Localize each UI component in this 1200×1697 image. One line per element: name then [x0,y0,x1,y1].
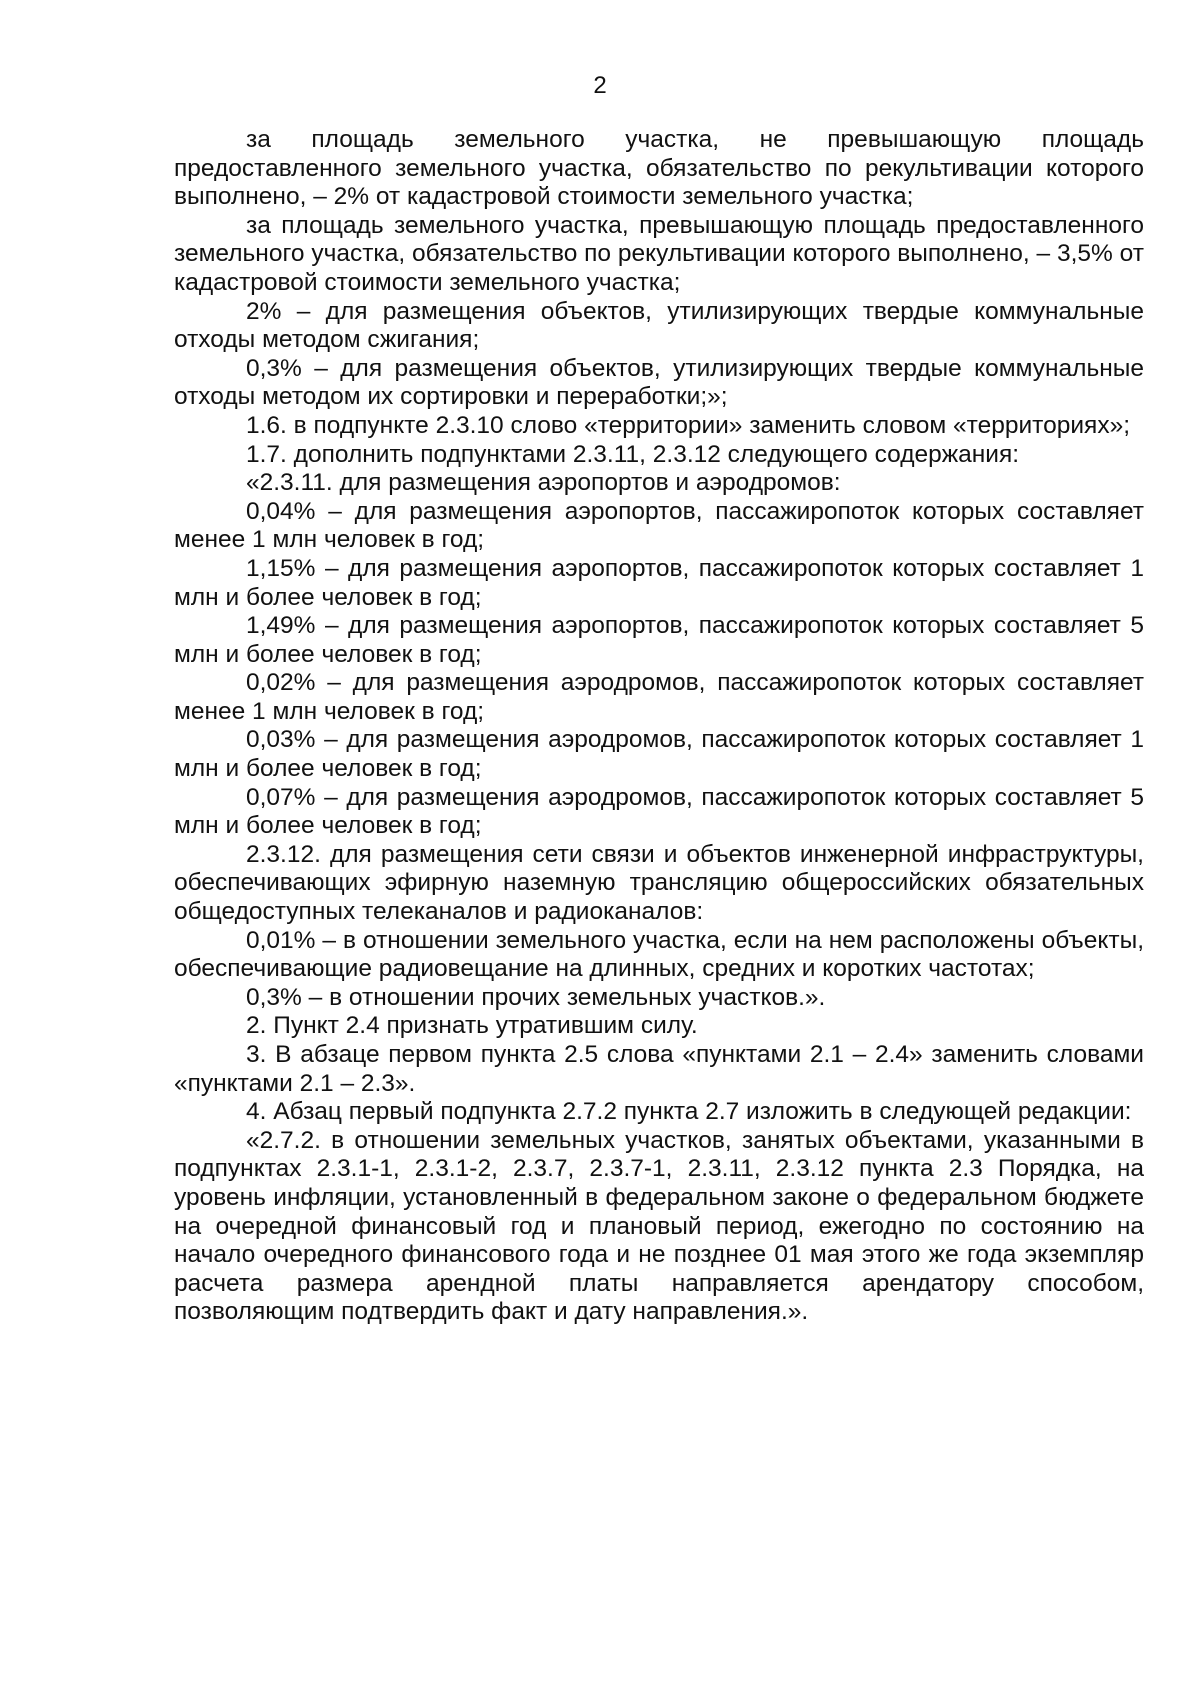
paragraph-item-4: 4. Абзац первый подпункта 2.7.2 пункта 2.7 изложить в следующей редакции: [246,1098,1132,1126]
paragraph-item-1-7: 1.7. дополнить подпунктами 2.3.11, 2.3.12 следующего содержания: [246,440,1020,468]
paragraph-airport-5m-plus: 1,49% – для размещения аэропортов, пассажиропоток которых составляет 5 млн и более человек в год; [174,612,1144,668]
paragraph-other-plots-rate: 0,3% – в отношении прочих земельных участков.». [246,983,826,1011]
paragraph-subitem-2-7-2: «2.7.2. в отношении земельных участков, занятых объектами, указанными в подпунктах 2.3.1-1, 2.3.1-2, 2.3.7, 2.3.7-1, 2.3.11, 2.3.12 пункта 2.3 Порядка, на уровень инфляции, установленный в федеральном законе о федеральном бюджете на очередной финансовый год и плановый период, ежегодно по состоянию на начало очередного финансового года и не позднее 01 мая этого же года экземпляр расчета размера арендной платы направляется арендатору способом, позволяющим подтвердить факт и дату направления.». [174,1126,1144,1326]
paragraph-subitem-2-3-12: 2.3.12. для размещения сети связи и объектов инженерной инфраструктуры, обеспечивающих эфирную наземную трансляцию общероссийских обязательных общедоступных телеканалов и радиоканалов: [174,840,1144,926]
page-number: 2 [593,72,607,99]
paragraph-aerodrome-under-1m: 0,02% – для размещения аэродромов, пассажиропоток которых составляет менее 1 млн человек в год; [174,669,1144,725]
paragraph-reclamation-within-area: за площадь земельного участка, не превышающую площадь предоставленного земельного участка, обязательство по рекультивации которого выполнено, – 2% от кадастровой стоимости земельного участка; [174,126,1144,211]
paragraph-item-2: 2. Пункт 2.4 признать утратившим силу. [246,1012,698,1040]
paragraph-subitem-2-3-11: «2.3.11. для размещения аэропортов и аэродромов: [246,469,841,497]
paragraph-reclamation-exceeding-area: за площадь земельного участка, превышающую площадь предоставленного земельного участка, обязательство по рекультивации которого выполнено, – 3,5% от кадастровой стоимости земельного участка; [174,211,1144,296]
paragraph-airport-under-1m: 0,04% – для размещения аэропортов, пассажиропоток которых составляет менее 1 млн человек в год; [174,497,1144,554]
paragraph-aerodrome-1m-plus: 0,03% – для размещения аэродромов, пассажиропоток которых составляет 1 млн и более человек в год; [174,726,1144,783]
paragraph-waste-sorting-rate: 0,3% – для размещения объектов, утилизирующих твердые коммунальные отходы методом их сортировки и переработки;»; [174,354,1144,411]
paragraph-aerodrome-5m-plus: 0,07% – для размещения аэродромов, пассажиропоток которых составляет 5 млн и более человек в год; [174,783,1144,840]
document-body [174,126,1144,1327]
paragraph-item-3: 3. В абзаце первом пункта 2.5 слова «пунктами 2.1 – 2.4» заменить словами «пунктами 2.1 – 2.3». [174,1041,1144,1097]
paragraph-airport-1m-plus: 1,15% – для размещения аэропортов, пассажиропоток которых составляет 1 млн и более человек в год; [174,554,1144,611]
paragraph-item-1-6: 1.6. в подпункте 2.3.10 слово «территории» заменить словом «территориях»; [246,411,1131,439]
paragraph-broadcasting-rate: 0,01% – в отношении земельного участка, если на нем расположены объекты, обеспечивающие радиовещание на длинных, средних и коротких частотах; [174,926,1144,983]
paragraph-waste-incineration-rate: 2% – для размещения объектов, утилизирующих твердые коммунальные отходы методом сжигания; [174,297,1144,354]
